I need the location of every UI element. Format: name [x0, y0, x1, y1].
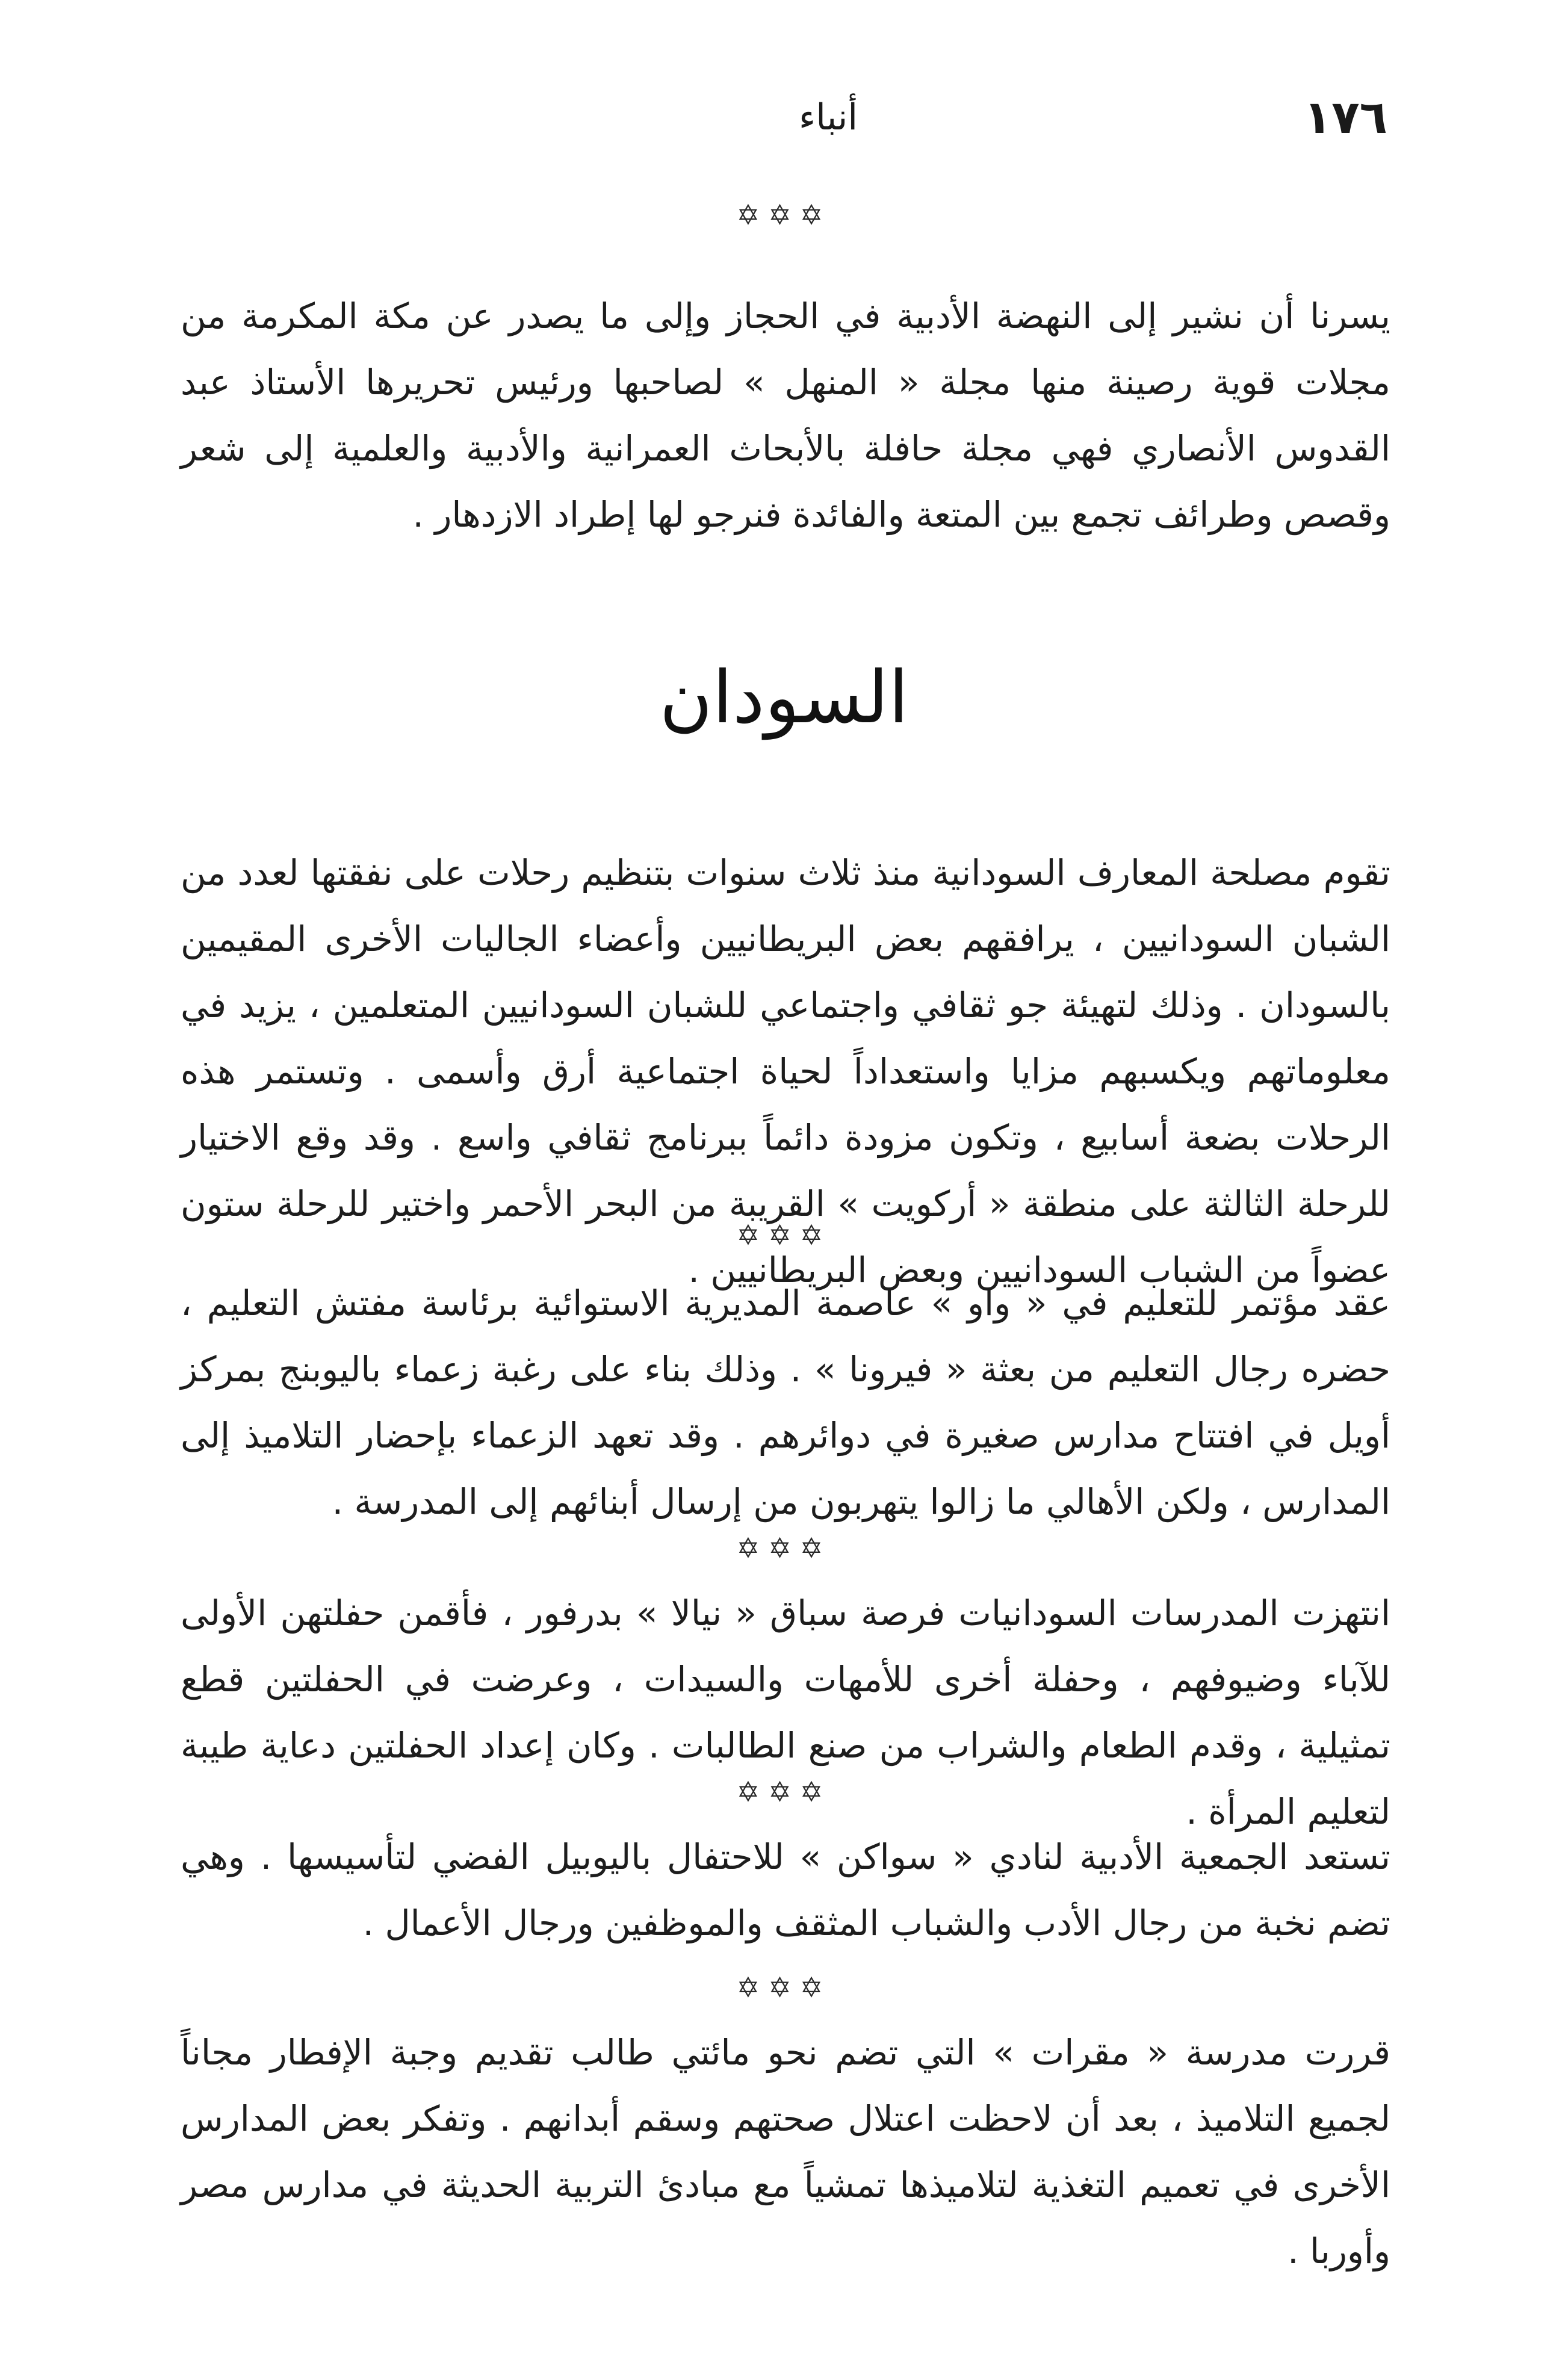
running-head: أنباء [799, 96, 858, 138]
news-paragraph: تستعد الجمعية الأدبية لنادي « سواكن » للاحتفال باليوبيل الفضي لتأسيسها . وهي تضم نخبة من رجال الأدب والشباب المثقف والموظفين ورجال الأعمال . [181, 1836, 1390, 1943]
page-header [181, 90, 1387, 156]
section-separator: ✡✡✡ [736, 199, 832, 231]
page-number: ١٧٦ [1303, 90, 1387, 144]
news-paragraph: انتهزت المدرسات السودانيات فرصة سباق « نيالا » بدرفور ، فأقمن حفلتهن الأولى للآباء وضيوفهم ، وحفلة أخرى للأمهات والسيدات ، وعرضت في الحفلتين قطع تمثيلية ، وقدم الطعام والشراب من صنع الطالبات . وكان إعداد الحفلتين دعاية طيبة لتعليم المرأة . [181, 1593, 1390, 1832]
section-separator: ✡✡✡ [736, 1219, 832, 1251]
news-paragraph: قررت مدرسة « مقرات » التي تضم نحو مائتي طالب تقديم وجبة الإفطار مجاناً لجميع التلاميذ ، بعد أن لاحظت اعتلال صحتهم وسقم أبدانهم . وتفكر بعض المدارس الأخرى في تعميم التغذية لتلاميذها تمشياً مع مبادئ التربية الحديثة في مدارس مصر وأوربا . [181, 2032, 1390, 2272]
intro-paragraph: يسرنا أن نشير إلى النهضة الأدبية في الحجاز وإلى ما يصدر عن مكة المكرمة من مجلات قوية رصينة منها مجلة « المنهل » لصاحبها ورئيس تحريرها الأستاذ عبد القدوس الأنصاري فهي مجلة حافلة بالأبحاث العمرانية والأدبية والعلمية إلى شعر وقصص وطرائف تجمع بين المتعة والفائدة فنرجو لها إطراد الازدهار . [181, 296, 1390, 535]
section-separator: ✡✡✡ [736, 1971, 832, 2004]
section-title: السودان [659, 656, 909, 740]
news-paragraph: عقد مؤتمر للتعليم في « واو » عاصمة المديرية الاستوائية برئاسة مفتش التعليم ، حضره رجال التعليم من بعثة « فيرونا » . وذلك بناء على رغبة زعماء باليوبنج بمركز أويل في افتتاح مدارس صغيرة في دوائرهم . وقد تعهد الزعماء بإحضار التلاميذ إلى المدارس ، ولكن الأهالي ما زالوا يتهربون من إرسال أبنائهم إلى المدرسة . [181, 1283, 1390, 1522]
section-separator: ✡✡✡ [736, 1532, 832, 1564]
section-separator: ✡✡✡ [736, 1776, 832, 1808]
news-paragraph: تقوم مصلحة المعارف السودانية منذ ثلاث سنوات بتنظيم رحلات على نفقتها لعدد من الشبان السودانيين ، يرافقهم بعض البريطانيين وأعضاء الجاليات الأخرى المقيمين بالسودان . وذلك لتهيئة جو ثقافي واجتماعي للشبان السودانيين المتعلمين ، يزيد في معلوماتهم ويكسبهم مزايا واستعداداً لحياة اجتماعية أرق وأسمى . وتستمر هذه الرحلات بضعة أسابيع ، وتكون مزودة دائماً ببرنامج ثقافي واسع . وقد وقع الاختيار للرحلة الثالثة على منطقة « أركويت » القريبة من البحر الأحمر واختير للرحلة ستون عضواً من الشباب السودانيين وبعض البريطانيين . [181, 852, 1390, 1290]
